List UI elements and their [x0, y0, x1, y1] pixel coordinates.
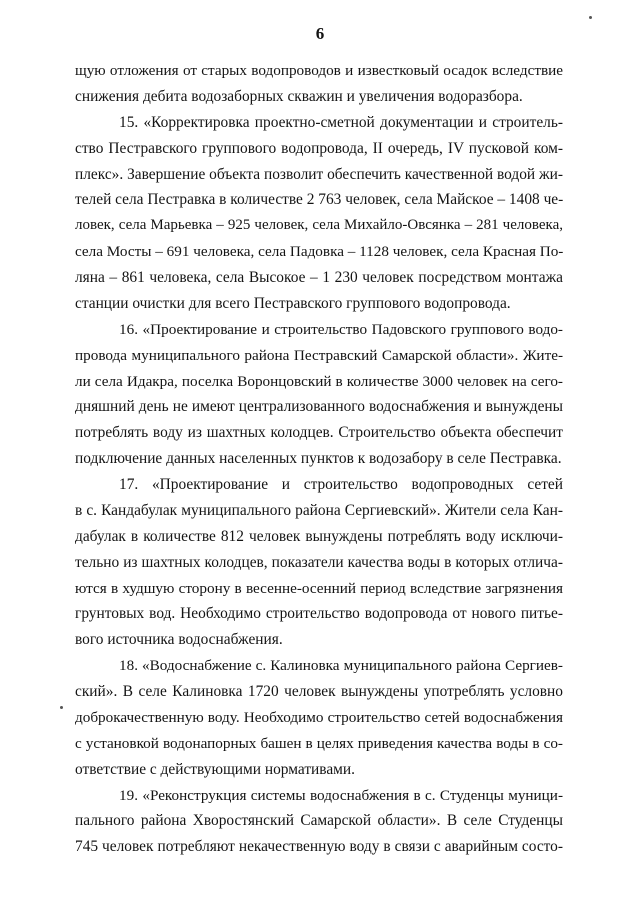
text-line: ответствие с действующими нормативами.: [75, 760, 355, 778]
paragraph-18-start: 18. «Водоснабжение с. Калиновка муниципального района Сергиев-: [119, 657, 563, 675]
text-line: подключение данных населенных пунктов к водозабору в селе Пестравка.: [75, 450, 562, 468]
text-line: снижения дебита водозаборных скважин и увеличения водоразбора.: [75, 87, 523, 105]
scan-speck: [589, 16, 592, 19]
text-line: с установкой водонапорных башен в целях приведения качества воды в со-: [75, 734, 563, 752]
text-line: пального района Хворостянский Самарской области». В селе Студенцы: [75, 812, 563, 830]
text-line: 745 человек потребляют некачественную воду в связи с аварийным состо-: [75, 838, 563, 856]
page-number: 6: [315, 24, 325, 43]
text-line: ство Пестравского группового водопровода, II очередь, IV пусковой ком-: [75, 139, 563, 157]
paragraph-17-start: 17. «Проектирование и строительство водопроводных сетей: [119, 476, 563, 493]
paragraph-19-start: 19. «Реконструкция системы водоснабжения в с. Студенцы муници-: [119, 786, 563, 804]
text-line: дняшний день не имеют централизованного водоснабжения и вынуждены: [75, 398, 563, 416]
text-line: тельно из шахтных колодцев, показатели качества воды в которых отлича-: [75, 553, 563, 571]
text-line: щую отложения от старых водопроводов и известковый осадок вследствие: [75, 62, 563, 79]
text-line: ловек, села Марьевка – 925 человек, села Михайло-Овсянка – 281 человека,: [75, 217, 563, 234]
text-line: села Мосты – 691 человека, села Падовка – 1128 человек, села Красная По-: [75, 243, 564, 261]
text-line: провода муниципального района Пестравский Самарской области». Жите-: [75, 346, 563, 364]
text-line: грунтовых вод. Необходимо строительство водопровода от нового питье-: [75, 605, 563, 623]
paragraph-16-start: 16. «Проектирование и строительство Падовского группового водо-: [119, 320, 563, 338]
text-line: вого источника водоснабжения.: [75, 631, 283, 649]
text-line: потреблять воду из шахтных колодцев. Строительство объекта обеспечит: [75, 424, 563, 442]
text-line: доброкачественную воду. Необходимо строительство сетей водоснабжения: [75, 708, 563, 726]
paragraph-15-start: 15. «Корректировка проектно-сметной документации и строитель-: [119, 113, 563, 131]
text-line: ются в худшую сторону в весенне-осенний период вследствие загрязнения: [75, 579, 563, 597]
text-line: дабулак в количестве 812 человек вынуждены потреблять воду исключи-: [75, 527, 563, 545]
scan-speck: [60, 706, 63, 709]
text-line: станции очистки для всего Пестравского группового водопровода.: [75, 294, 511, 312]
text-line: плекс». Завершение объекта позволит обеспечить качественной водой жи-: [75, 165, 563, 183]
text-line: ляна – 861 человека, села Высокое – 1 230 человек посредством монтажа: [75, 269, 563, 286]
text-line: телей села Пестравка в количестве 2 763 человек, села Майское – 1408 че-: [75, 191, 564, 209]
text-line: ский». В селе Калиновка 1720 человек вынуждены употреблять условно: [75, 683, 563, 700]
text-line: в с. Кандабулак муниципального района Сергиевский». Жители села Кан-: [75, 501, 563, 519]
text-line: ли села Идакра, поселка Воронцовский в количестве 3000 человек на сего-: [75, 372, 563, 390]
document-body: [75, 58, 563, 860]
